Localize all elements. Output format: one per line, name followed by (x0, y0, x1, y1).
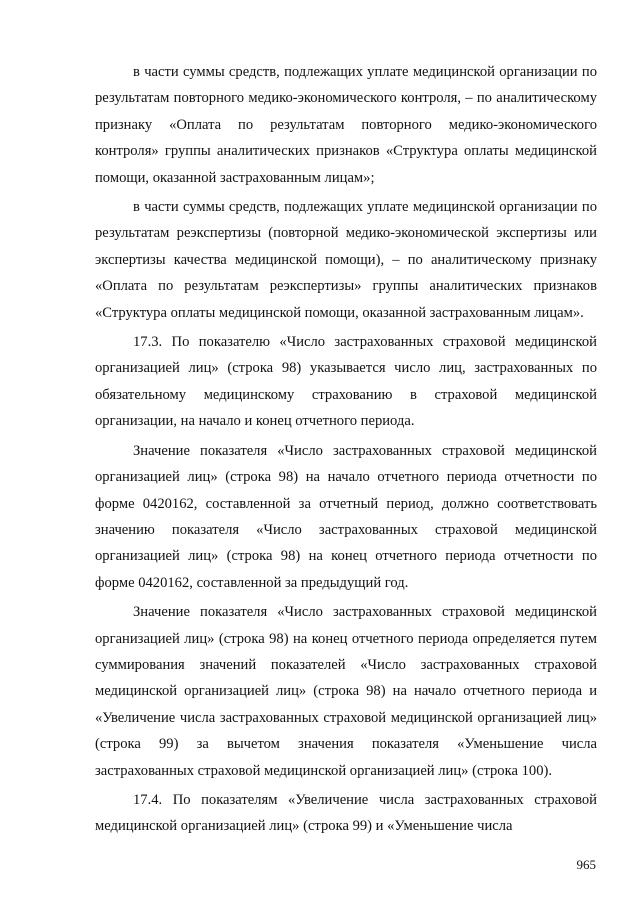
paragraph-5: Значение показателя «Число застрахованных страховой медицинской организацией лиц» (строка 98) на конец отчетного периода определяется путем суммирования значений показателей «Число застрахованных страховой медицинской организацией лиц» (строка 98) на начало отчетного периода и «Увеличение числа застрахованных страховой медицинской организацией лиц» (строка 99) за вычетом значения показателя «Уменьшение числа застрахованных страховой медицинской организацией лиц» (строка 100). (95, 604, 597, 779)
paragraph-2: в части суммы средств, подлежащих уплате медицинской организации по результатам реэкспертизы (повторной медико-экономической экспертизы или экспертизы качества медицинской помощи), – по аналитическому признаку «Оплата по результатам реэкспертизы» группы аналитических признаков «Структура оплаты медицинской помощи, оказанной застрахованным лицам». (95, 199, 597, 321)
document-body (95, 59, 597, 843)
paragraph-4: Значение показателя «Число застрахованных страховой медицинской организацией лиц» (строка 98) на начало отчетного периода отчетности по форме 0420162, составленной за отчетный период, должно соответствовать значению показателя «Число застрахованных страховой медицинской организацией лиц» (строка 98) на конец отчетного периода отчетности по форме 0420162, составленной за предыдущий год. (95, 442, 597, 591)
page-number: 965 (576, 857, 596, 872)
paragraph-1: в части суммы средств, подлежащих уплате медицинской организации по результатам повторного медико-экономического контроля, – по аналитическому признаку «Оплата по результатам повторного медико-экономического контроля» группы аналитических признаков «Структура оплаты медицинской помощи, оказанной застрахованным лицам»; (95, 64, 597, 186)
paragraph-6: 17.4. По показателям «Увеличение числа застрахованных страховой медицинской организацией лиц» (строка 99) и «Уменьшение числа (95, 791, 597, 835)
paragraph-3: 17.3. По показателю «Число застрахованных страховой медицинской организацией лиц» (строка 98) указывается число лиц, застрахованных по обязательному медицинскому страхованию в страховой медицинской организации, на начало и конец отчетного периода. (95, 334, 597, 430)
